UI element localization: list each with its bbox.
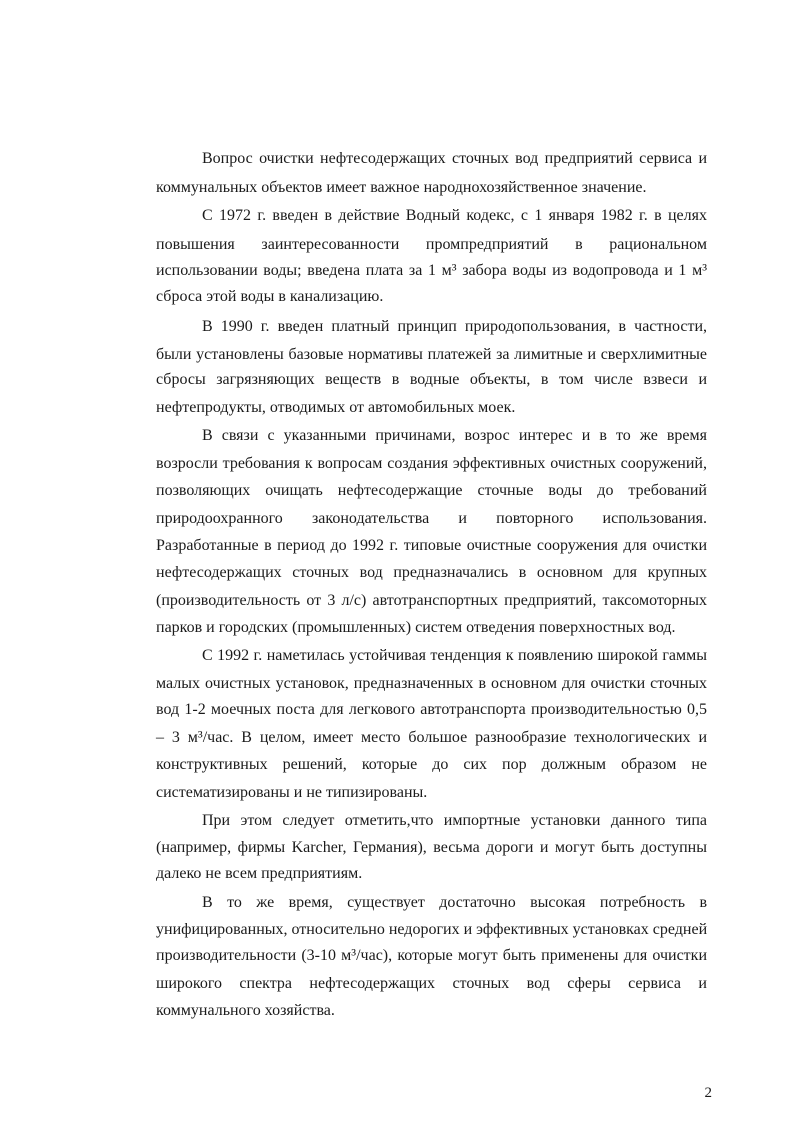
text-line: (производительность от 3 л/с) автотранспортных предприятий, таксомоторных <box>156 592 707 609</box>
page-number: 2 <box>704 1085 712 1101</box>
text-line: В то же время, существует достаточно высокая потребность в <box>202 894 707 911</box>
text-line: сброса этой воды в канализацию. <box>156 288 384 305</box>
text-line: Разработанные в период до 1992 г. типовые очистные сооружения для очистки <box>156 537 707 554</box>
text-line: нефтепродукты, отводимых от автомобильных моек. <box>156 399 516 416</box>
text-line: далеко не всем предприятиям. <box>156 865 363 882</box>
text-line: использовании воды; введена плата за 1 м³ забора воды из водопровода и 1 м³ <box>156 262 707 279</box>
text-line: сбросы загрязняющих веществ в водные объекты, в том числе взвеси и <box>156 371 707 388</box>
text-line: возросли требования к вопросам создания эффективных очистных сооружений, <box>156 455 707 472</box>
text-line: конструктивных решений, которые до сих пор должным образом не <box>156 756 707 773</box>
text-line: вод 1-2 моечных поста для легкового автотранспорта производительностью 0,5 <box>156 701 707 718</box>
text-line: парков и городских (промышленных) систем отведения поверхностных вод. <box>156 619 676 636</box>
text-line: производительности (3-10 м³/час), которые могут быть применены для очистки <box>156 947 707 964</box>
text-line: коммунального хозяйства. <box>156 1002 335 1019</box>
text-line: При этом следует отметить,что импортные установки данного типа <box>202 812 707 829</box>
text-line: повышения заинтересованности промпредприятий в рациональном <box>156 236 707 253</box>
text-line: В связи с указанными причинами, возрос интерес и в то же время <box>202 427 707 444</box>
text-line: (например, фирмы Karcher, Германия), весьма дороги и могут быть доступны <box>156 839 707 856</box>
text-line: широкого спектра нефтесодержащих сточных вод сферы сервиса и <box>156 975 707 992</box>
text-line: коммунальных объектов имеет важное народнохозяйственное значение. <box>156 179 647 196</box>
text-line: С 1992 г. наметилась устойчивая тенденция к появлению широкой гаммы <box>202 647 707 664</box>
text-line: были установлены базовые нормативы платежей за лимитные и сверхлимитные <box>156 346 707 363</box>
text-line: – 3 м³/час. В целом, имеет место большое разнообразие технологических и <box>156 729 707 746</box>
text-line: В 1990 г. введен платный принцип природопользования, в частности, <box>202 318 707 335</box>
text-line: Вопрос очистки нефтесодержащих сточных вод предприятий сервиса и <box>202 150 707 167</box>
text-line: малых очистных установок, предназначенных в основном для очистки сточных <box>156 675 707 692</box>
text-line: унифицированных, относительно недорогих и эффективных установках средней <box>156 921 708 938</box>
text-line: систематизированы и не типизированы. <box>156 784 428 801</box>
text-line: позволяющих очищать нефтесодержащие сточные воды до требований <box>156 482 707 499</box>
text-line: природоохранного законодательства и повторного использования. <box>156 510 707 527</box>
text-line: С 1972 г. введен в действие Водный кодекс, с 1 января 1982 г. в целях <box>202 207 707 224</box>
text-line: нефтесодержащих сточных вод предназначались в основном для крупных <box>156 564 707 581</box>
